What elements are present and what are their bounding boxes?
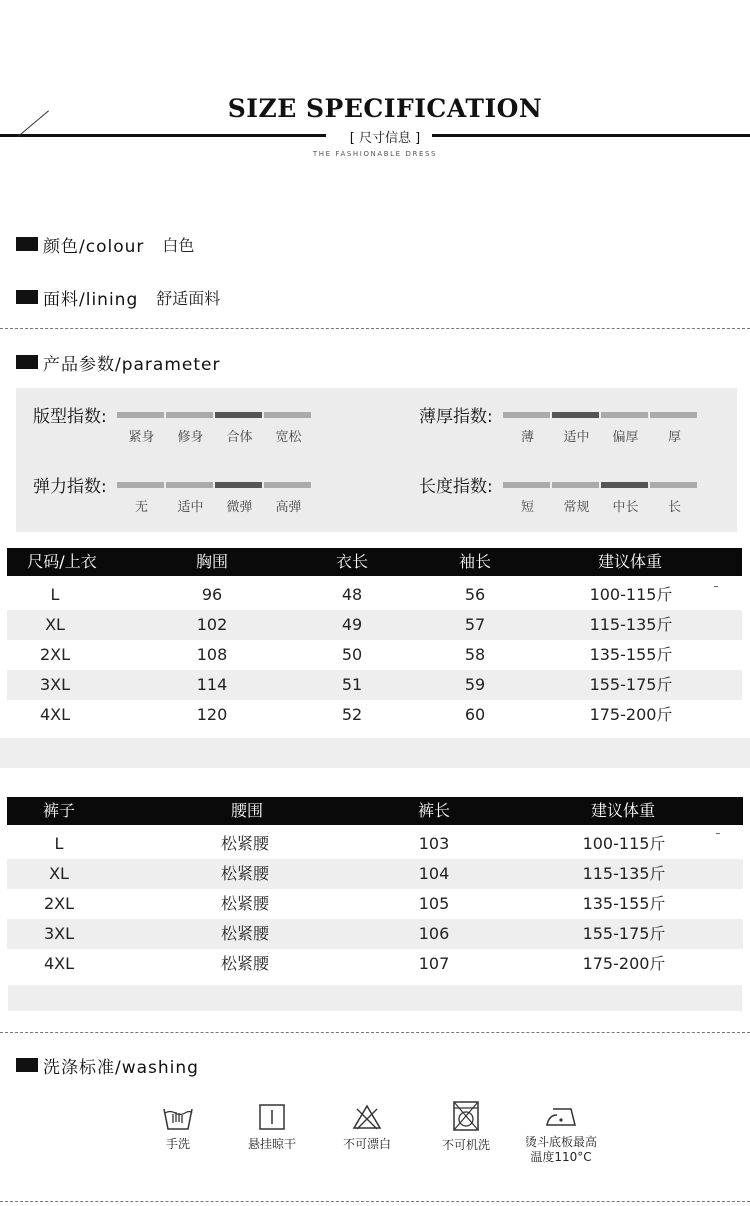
hang-dry-icon <box>257 1103 287 1131</box>
colour-value: 白色 <box>162 235 195 255</box>
scale-option-label: 偏厚 <box>612 430 639 445</box>
scale-segment-selected <box>601 482 648 488</box>
table-cell: 135-155斤 <box>589 645 673 664</box>
scale-option-label: 微弹 <box>226 500 253 515</box>
table-footer-band <box>0 738 750 768</box>
parameter-label: 产品参数/parameter <box>43 354 221 375</box>
param-scale-labels <box>503 426 699 445</box>
table-cell: 2XL <box>39 645 71 664</box>
param-scale-labels <box>117 496 313 515</box>
hand-wash-item <box>128 1103 228 1152</box>
table-cell: 105 <box>418 894 450 913</box>
table-cell: 50 <box>341 645 363 664</box>
table-cell: 155-175斤 <box>589 675 673 694</box>
iron-icon <box>543 1103 579 1129</box>
scale-option-label: 紧身 <box>128 430 155 445</box>
param-name: 版型指数: <box>33 407 107 427</box>
scale-segment <box>264 482 311 488</box>
table-cell: 102 <box>196 615 228 634</box>
column-header: 裤长 <box>417 801 451 820</box>
table-cell: XL <box>45 615 65 634</box>
table-cell: 松紧腰 <box>220 894 270 913</box>
table-cell: 3XL <box>43 924 75 943</box>
section-marker <box>16 355 38 369</box>
table-cell: 135-155斤 <box>582 894 666 913</box>
table-row <box>7 700 742 730</box>
table-cell: 2XL <box>43 894 75 913</box>
column-header: 腰围 <box>230 801 264 820</box>
scale-option-label: 适中 <box>177 500 204 515</box>
section-marker <box>16 1058 38 1072</box>
scale-option-label: 长 <box>667 500 681 515</box>
stray-mark <box>716 833 720 834</box>
param-scale-bar <box>117 412 313 418</box>
no-bleach-item <box>317 1103 417 1152</box>
scale-option-label: 适中 <box>563 430 590 445</box>
table-cell: 175-200斤 <box>589 705 673 724</box>
table-cell: 松紧腰 <box>220 954 270 973</box>
param-scale-bar <box>503 482 699 488</box>
colour-label: 颜色/colour <box>43 236 145 257</box>
table-cell: 松紧腰 <box>220 864 270 883</box>
page-title: SIZE SPECIFICATION <box>227 94 543 123</box>
table-cell: 49 <box>341 615 363 634</box>
scale-option-label: 合体 <box>226 430 253 445</box>
header-tagline: THE FASHIONABLE DRESS <box>312 150 438 158</box>
washing-heading <box>16 1054 199 1076</box>
parameter-panel <box>16 388 737 532</box>
table-header <box>7 797 743 825</box>
iron-item <box>511 1103 611 1165</box>
table-cell: 4XL <box>39 705 71 724</box>
table-body <box>7 829 743 979</box>
scale-option-label: 修身 <box>177 430 204 445</box>
table-row <box>7 949 743 979</box>
param-name: 弹力指数: <box>33 477 107 497</box>
scale-option-label: 常规 <box>563 500 590 515</box>
lining-value: 舒适面料 <box>156 288 221 308</box>
table-row <box>7 859 743 889</box>
top-size-table <box>7 548 742 730</box>
washing-label: 洗涤标准/washing <box>43 1057 199 1078</box>
table-cell: 115-135斤 <box>589 615 673 634</box>
column-header: 胸围 <box>195 552 229 571</box>
scale-segment <box>264 412 311 418</box>
dashed-divider <box>0 1201 750 1202</box>
table-cell: 48 <box>341 585 363 604</box>
table-cell: 107 <box>418 954 450 973</box>
table-cell: 51 <box>341 675 363 694</box>
wash-label: 手洗 <box>165 1137 190 1151</box>
param-name: 薄厚指数: <box>419 407 493 427</box>
no-bleach-icon <box>351 1103 383 1131</box>
table-cell: 57 <box>464 615 486 634</box>
section-marker <box>16 237 38 251</box>
scale-option-label: 短 <box>520 500 534 515</box>
table-row <box>7 670 742 700</box>
param-scale-labels <box>503 496 699 515</box>
no-machine-wash-item <box>416 1100 516 1153</box>
table-cell: L <box>50 585 60 604</box>
table-row <box>7 829 743 859</box>
scale-option-label: 无 <box>134 500 148 515</box>
table-cell: 115-135斤 <box>582 864 666 883</box>
table-cell: 52 <box>341 705 363 724</box>
table-cell: 103 <box>418 834 450 853</box>
table-cell: 104 <box>418 864 450 883</box>
table-cell: 96 <box>201 585 223 604</box>
scale-segment <box>601 412 648 418</box>
header-subtitle <box>0 127 750 146</box>
table-row <box>7 610 742 640</box>
hand-wash-icon <box>161 1103 195 1131</box>
dashed-divider <box>0 1032 750 1033</box>
scale-segment <box>117 482 164 488</box>
table-cell: 106 <box>418 924 450 943</box>
column-header: 尺码/上衣 <box>27 552 97 571</box>
scale-segment <box>650 482 697 488</box>
table-cell: 3XL <box>39 675 71 694</box>
param-scale-labels <box>117 426 313 445</box>
scale-segment <box>166 482 213 488</box>
column-header: 裤子 <box>42 801 76 820</box>
scale-option-label: 薄 <box>520 430 534 445</box>
hang-dry-item <box>222 1103 322 1152</box>
table-cell: 120 <box>196 705 228 724</box>
param-name: 长度指数: <box>419 477 493 497</box>
scale-segment-selected <box>215 412 262 418</box>
table-cell: 56 <box>464 585 486 604</box>
table-header <box>7 548 742 576</box>
table-cell: 100-115斤 <box>589 585 673 604</box>
lining-row <box>16 286 220 308</box>
no-machine-wash-icon <box>451 1100 481 1132</box>
scale-segment <box>117 412 164 418</box>
scale-segment-selected <box>215 482 262 488</box>
table-cell: 175-200斤 <box>582 954 666 973</box>
parameter-heading <box>16 351 220 373</box>
scale-segment <box>503 482 550 488</box>
scale-segment <box>650 412 697 418</box>
table-cell: 114 <box>196 675 228 694</box>
wash-label: 烫斗底板最高 温度110°C <box>524 1135 597 1164</box>
section-marker <box>16 290 38 304</box>
pants-size-table <box>7 797 743 979</box>
table-footer-band <box>8 985 742 1011</box>
table-row <box>7 580 742 610</box>
table-cell: 松紧腰 <box>220 924 270 943</box>
table-cell: 100-115斤 <box>582 834 666 853</box>
table-cell: 59 <box>464 675 486 694</box>
scale-option-label: 中长 <box>612 500 639 515</box>
scale-segment <box>503 412 550 418</box>
param-scale-bar <box>117 482 313 488</box>
scale-segment <box>166 412 213 418</box>
column-header: 建议体重 <box>590 801 656 820</box>
column-header: 衣长 <box>335 552 369 571</box>
scale-option-label: 厚 <box>667 430 681 445</box>
colour-row <box>16 233 194 255</box>
column-header: 建议体重 <box>597 552 663 571</box>
param-scale-bar <box>503 412 699 418</box>
wash-label: 不可机洗 <box>441 1138 490 1152</box>
scale-segment-selected <box>552 412 599 418</box>
column-header: 袖长 <box>458 552 492 571</box>
scale-segment <box>552 482 599 488</box>
table-row <box>7 919 743 949</box>
table-cell: 60 <box>464 705 486 724</box>
scale-option-label: 高弹 <box>275 500 302 515</box>
table-cell: 58 <box>464 645 486 664</box>
wash-label: 不可漂白 <box>342 1137 391 1151</box>
dashed-divider <box>0 328 750 329</box>
table-cell: 松紧腰 <box>220 834 270 853</box>
table-cell: 155-175斤 <box>582 924 666 943</box>
table-row <box>7 889 743 919</box>
table-cell: 4XL <box>43 954 75 973</box>
table-cell: XL <box>49 864 69 883</box>
lining-label: 面料/lining <box>43 289 139 310</box>
table-body <box>7 580 742 730</box>
scale-option-label: 宽松 <box>275 430 302 445</box>
table-cell: L <box>54 834 64 853</box>
table-cell: 108 <box>196 645 228 664</box>
wash-label: 悬挂晾干 <box>247 1137 296 1151</box>
stray-mark <box>714 586 718 587</box>
table-row <box>7 640 742 670</box>
header-subtitle-text: [ 尺寸信息 ] <box>340 131 430 146</box>
